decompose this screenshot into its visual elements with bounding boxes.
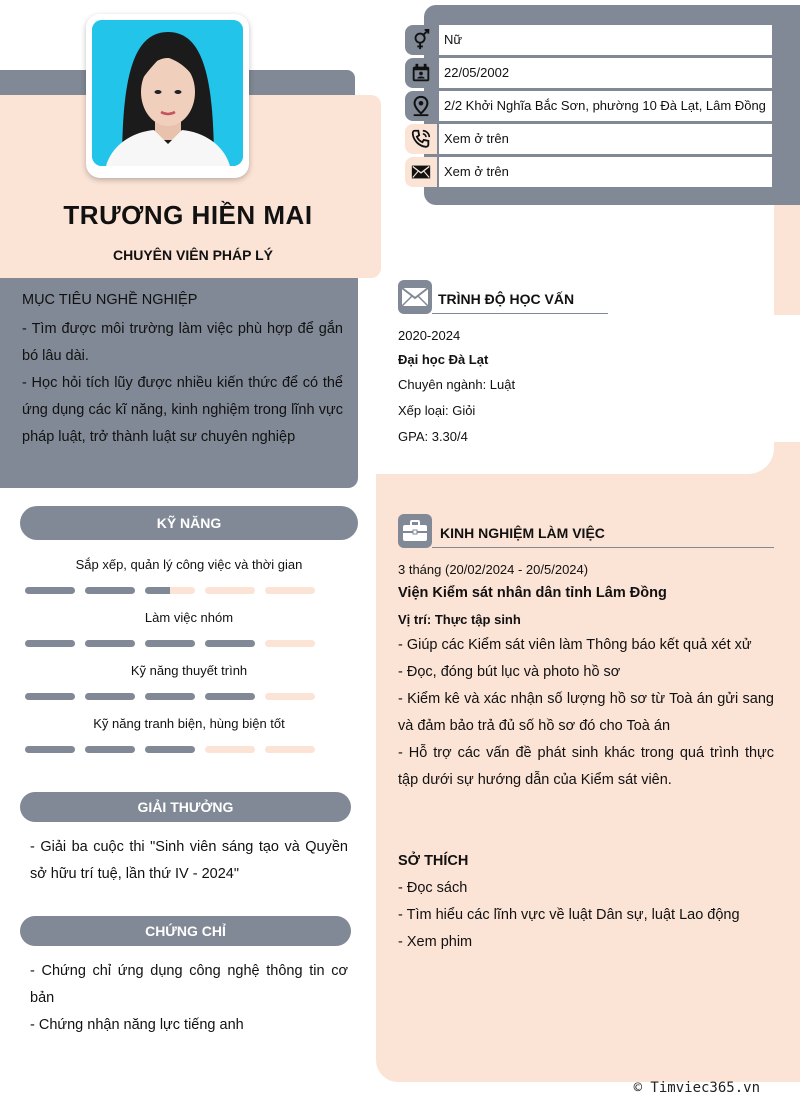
avatar xyxy=(86,14,249,178)
awards-text: - Giải ba cuộc thi "Sinh viên sáng tạo và Quyền sở hữu trí tuệ, lần thứ IV - 2024" xyxy=(30,839,348,882)
skill-bar-segment xyxy=(265,746,315,753)
skill-bar-fill xyxy=(85,640,135,647)
skill-bar-fill xyxy=(145,746,195,753)
skill-bar-segment xyxy=(25,693,75,700)
experience-tasks xyxy=(398,632,774,794)
skill-bar-segment xyxy=(205,746,255,753)
contact-phone xyxy=(405,124,772,154)
skill-bar xyxy=(25,587,315,594)
objective-line: - Học hỏi tích lũy được nhiều kiến thức để có thể ứng dụng các kĩ năng, kinh nghiệm trong lĩnh vực pháp luật, trở thành luật sư chuyên nghiệp xyxy=(22,375,343,445)
experience-task: - Đọc, đóng bút lục và photo hồ sơ xyxy=(398,664,621,680)
phone-icon xyxy=(405,124,437,154)
education-gpa: GPA: 3.30/4 xyxy=(398,429,468,444)
skill-bar-fill xyxy=(25,640,75,647)
education-rank: Xếp loại: Giỏi xyxy=(398,403,476,418)
certificate-item: - Chứng nhận năng lực tiếng anh xyxy=(30,1017,244,1033)
skill-name: Sắp xếp, quản lý công việc và thời gian xyxy=(75,557,303,572)
skill-bar-fill xyxy=(145,693,195,700)
skill-bar-fill xyxy=(25,693,75,700)
experience-company: Viện Kiểm sát nhân dân tỉnh Lâm Đồng xyxy=(398,585,667,601)
skill-bar-segment xyxy=(265,693,315,700)
skills-heading: KỸ NĂNG xyxy=(20,506,358,540)
skill-bar-segment xyxy=(145,640,195,647)
experience-position: Vị trí: Thực tập sinh xyxy=(398,612,521,627)
skill-bar xyxy=(25,746,315,753)
skill-bar-fill xyxy=(85,693,135,700)
job-title: CHUYÊN VIÊN PHÁP LÝ xyxy=(113,247,273,263)
email-value: Xem ở trên xyxy=(439,157,772,187)
avatar-image xyxy=(92,20,243,166)
objective-line: - Tìm được môi trường làm việc phù hợp để gắn bó lâu dài. xyxy=(22,321,343,364)
contact-birthday xyxy=(405,58,772,88)
contact-email xyxy=(405,157,772,187)
skill-bar-segment xyxy=(25,640,75,647)
skill-bar-fill xyxy=(205,693,255,700)
skill-bar xyxy=(25,693,315,700)
skill-bar-fill xyxy=(85,746,135,753)
objective-text xyxy=(22,316,343,451)
skill-bar-fill xyxy=(145,587,170,594)
hobby-item: - Xem phim xyxy=(398,934,473,950)
hobby-item: - Đọc sách xyxy=(398,880,468,896)
email-icon xyxy=(405,157,437,187)
hobbies-heading: SỞ THÍCH xyxy=(398,853,469,869)
education-heading: TRÌNH ĐỘ HỌC VẤN xyxy=(438,291,575,307)
skill-name: Làm việc nhóm xyxy=(144,610,234,625)
skill-bar-segment xyxy=(85,640,135,647)
education-notch xyxy=(755,315,800,442)
certificate-item: - Chứng chỉ ứng dụng công nghệ thông tin cơ bản xyxy=(30,963,348,1006)
experience-divider xyxy=(432,547,774,548)
skill-bar-segment xyxy=(205,640,255,647)
skill-name: Kỹ năng tranh biện, hùng biện tốt xyxy=(93,716,285,731)
experience-heading: KINH NGHIỆM LÀM VIỆC xyxy=(440,525,605,541)
hobby-item: - Tìm hiểu các lĩnh vực về luật Dân sự, luật Lao động xyxy=(398,907,740,923)
gender-value: Nữ xyxy=(439,25,772,55)
skill-bar-segment xyxy=(205,693,255,700)
skill-bar-fill xyxy=(205,640,255,647)
experience-task: - Kiểm kê và xác nhận số lượng hồ sơ từ Toà án gửi sang và đảm bảo trả đủ số hồ sơ đó cho Toà án xyxy=(398,691,774,734)
skill-bar-segment xyxy=(85,746,135,753)
skill-name: Kỹ năng thuyết trình xyxy=(130,663,248,678)
objective-heading: MỤC TIÊU NGHỀ NGHIỆP xyxy=(22,292,198,308)
education-school: Đại học Đà Lạt xyxy=(398,352,489,367)
footer-watermark: © Timviec365.vn xyxy=(633,1080,760,1096)
contact-address xyxy=(405,91,772,121)
education-major: Chuyên ngành: Luật xyxy=(398,377,516,392)
education-period: 2020-2024 xyxy=(398,328,461,343)
phone-value: Xem ở trên xyxy=(439,124,772,154)
certificates-text xyxy=(30,958,348,1039)
calendar-icon xyxy=(405,58,437,88)
skill-bar-segment xyxy=(265,640,315,647)
skill-bar-segment xyxy=(145,746,195,753)
contact-gender xyxy=(405,25,772,55)
experience-task: - Hỗ trợ các vấn đề phát sinh khác trong quá trình thực tập dưới sự hướng dẫn của Kiểm sát viên. xyxy=(398,745,774,788)
skill-bar-segment xyxy=(25,746,75,753)
skill-bar-fill xyxy=(85,587,135,594)
education-divider xyxy=(432,313,608,314)
skill-bar-segment xyxy=(25,587,75,594)
skill-bar-segment xyxy=(145,587,195,594)
skill-bar-fill xyxy=(25,587,75,594)
location-icon xyxy=(405,91,437,121)
address-value: 2/2 Khởi Nghĩa Bắc Sơn, phường 10 Đà Lạt, Lâm Đồng xyxy=(439,91,772,121)
skill-bar-fill xyxy=(25,746,75,753)
skill-bar xyxy=(25,640,315,647)
skill-bar-segment xyxy=(265,587,315,594)
candidate-name: TRƯƠNG HIỀN MAI xyxy=(63,200,313,230)
skill-bar-segment xyxy=(145,693,195,700)
experience-task: - Giúp các Kiểm sát viên làm Thông báo kết quả xét xử xyxy=(398,637,752,653)
experience-period: 3 tháng (20/02/2024 - 20/5/2024) xyxy=(398,562,589,577)
education-icon xyxy=(398,280,432,314)
gender-icon xyxy=(405,25,437,55)
skill-bar-segment xyxy=(205,587,255,594)
hobbies-list xyxy=(398,875,774,956)
birthday-value: 22/05/2002 xyxy=(439,58,772,88)
skill-bar-segment xyxy=(85,587,135,594)
skill-bar-fill xyxy=(145,640,195,647)
skill-bar-segment xyxy=(85,693,135,700)
certificates-heading: CHỨNG CHỈ xyxy=(20,916,351,946)
briefcase-icon xyxy=(398,514,432,548)
portrait-illustration xyxy=(92,20,243,166)
awards-heading: GIẢI THƯỞNG xyxy=(20,792,351,822)
